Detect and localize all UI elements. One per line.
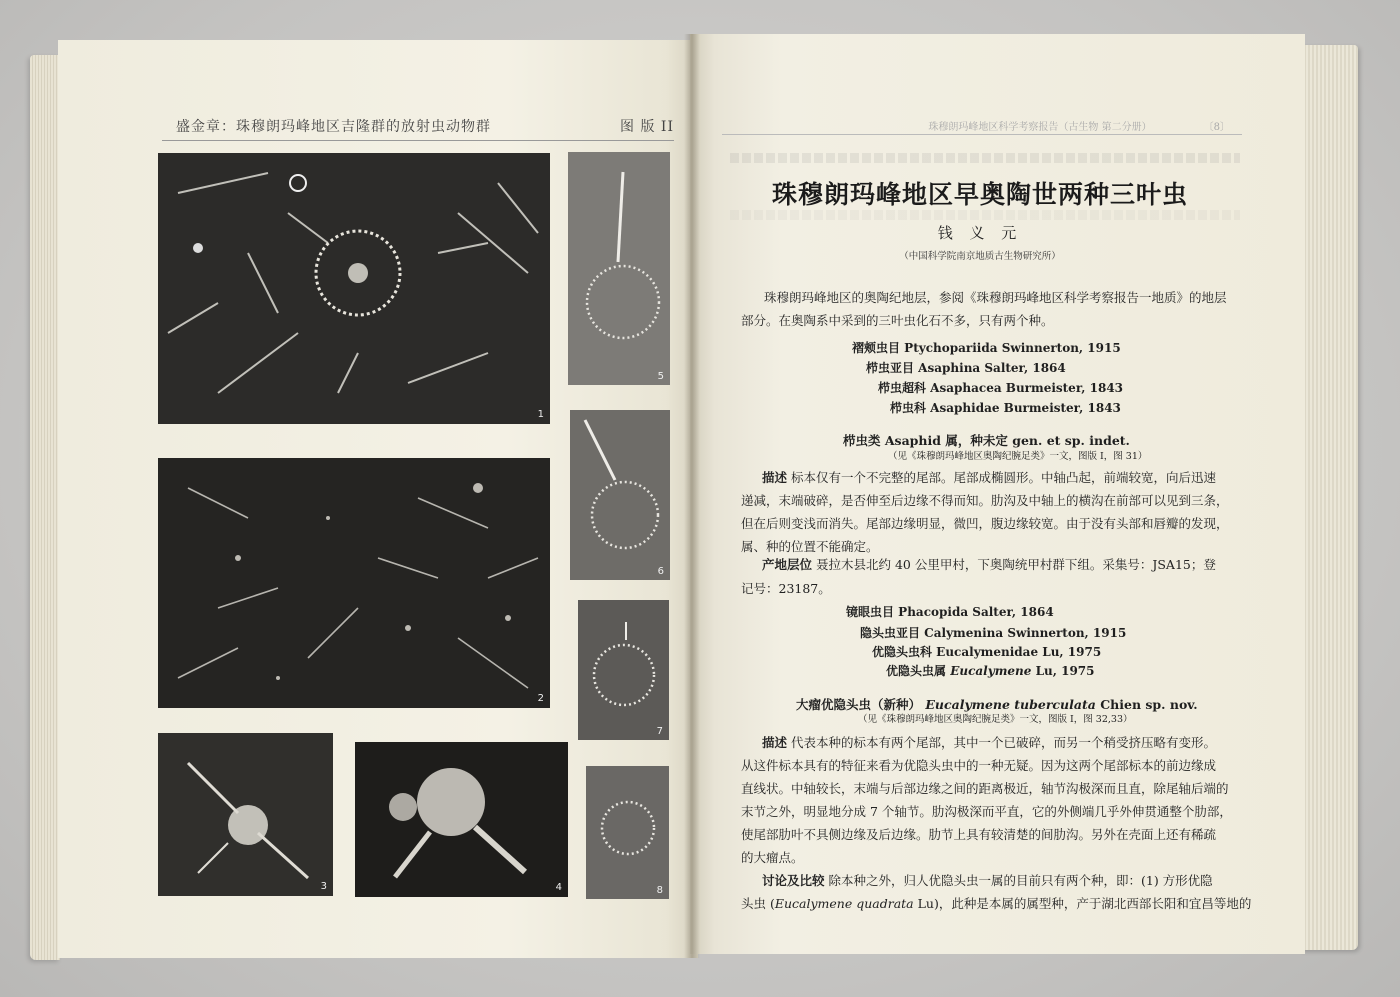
locality-line-2: 记号：23187。 — [741, 581, 831, 596]
header-rule-right — [722, 134, 1242, 135]
description-2-line-5: 使尾部肋叶不具侧边缘及后边缘。肋节上具有较清楚的间肋沟。另外在壳面上还有稀疏 — [741, 827, 1217, 842]
intro-line-2: 部分。在奥陶系中采到的三叶虫化石不多，只有两个种。 — [741, 313, 1054, 328]
taxon-suborder-2: 隐头虫亚目 Calymenina Swinnerton, 1915 — [860, 626, 1127, 640]
taxon-family-2: 优隐头虫科 Eucalymenidae Lu, 1975 — [872, 645, 1102, 659]
discussion-line-1: 讨论及比较 除本种之外，归人优隐头虫一属的目前只有两个种，即：(1) 方形优隐 — [762, 873, 1213, 888]
plate-photo-6 — [570, 410, 670, 580]
radiolarian-illustration-8 — [586, 766, 669, 899]
description-1-line-4: 属、种的位置不能确定。 — [741, 539, 879, 554]
article-author: 钱 义 元 — [937, 224, 1023, 242]
show-through-text — [730, 153, 1240, 163]
figure-number-3: 3 — [320, 881, 327, 892]
description-label-2: 描述 — [762, 735, 788, 750]
header-rule — [162, 140, 674, 141]
plate-photo-3 — [158, 733, 333, 896]
plate-label: 图 版 II — [620, 119, 674, 135]
taxon-family-1: 栉虫科 Asaphidae Burmeister, 1843 — [890, 401, 1121, 415]
plate-photo-1 — [158, 153, 550, 424]
figure-number-4: 4 — [555, 882, 562, 893]
species-reference-2: （见《珠穆朗玛峰地区奥陶纪腕足类》一文，图版 I，图 32,33） — [858, 714, 1133, 725]
locality-line-1: 产地层位 聂拉木县北约 40 公里甲村，下奥陶统甲村群下组。采集号：JSA15；登 — [762, 557, 1216, 572]
figure-number-7: 7 — [656, 726, 663, 737]
taxon-suborder-1: 栉虫亚目 Asaphina Salter, 1864 — [866, 361, 1066, 375]
book-right-page-edges — [1300, 45, 1358, 950]
description-1-line-1: 描述 标本仅有一个不完整的尾部。尾部成椭圆形。中轴凸起，前端较宽，向后迅速 — [762, 470, 1217, 485]
book-left-page-edges — [30, 55, 60, 960]
species-heading-2: 大瘤优隐头虫（新种） Eucalymene tuberculata Chien sp. nov. — [796, 697, 1198, 712]
taxon-order-1: 褶颊虫目 Ptychopariida Swinnerton, 1915 — [852, 341, 1121, 355]
article-title: 珠穆朗玛峰地区早奥陶世两种三叶虫 — [771, 180, 1188, 209]
radiolarian-illustration-1 — [158, 153, 550, 424]
running-header-author: 盛金章：珠穆朗玛峰地区吉隆群的放射虫动物群 — [176, 119, 491, 135]
book-gutter — [684, 34, 700, 958]
figure-number-6: 6 — [657, 566, 664, 577]
radiolarian-illustration-6 — [570, 410, 670, 580]
plate-photo-8 — [586, 766, 669, 899]
running-header-title: 珠穆朗玛峰地区科学考察报告（古生物 第二分册） — [928, 122, 1152, 133]
description-2-line-4: 末节之外，明显地分成 7 个轴节。肋沟极深而平直，它的外侧端几乎外伸贯通整个肋部， — [741, 804, 1232, 819]
species-reference-1: （见《珠穆朗玛峰地区奥陶纪腕足类》一文，图版 I，图 31） — [888, 451, 1148, 462]
description-2-line-3: 直线状。中轴较长，末端与后部边缘之间的距离极近，轴节沟极深而且直，除尾轴后端的 — [741, 781, 1229, 796]
genus-name-italic: Eucalymene — [950, 664, 1032, 678]
page-number: 〔8〕 — [1203, 122, 1230, 133]
description-1-line-2: 递减，末端破碎，是否伸至后边缘不得而知。肋沟及中轴上的横沟在前部可以见到三条， — [741, 493, 1229, 508]
description-2-line-2: 从这件标本具有的特征来看为优隐头虫中的一种无疑。因为这两个尾部标本的前边缘成 — [741, 758, 1217, 773]
plate-photo-2 — [158, 458, 550, 708]
taxon-order-2: 镜眼虫目 Phacopida Salter, 1864 — [846, 605, 1054, 619]
radiolarian-illustration-5 — [568, 152, 670, 385]
left-page-header — [176, 116, 688, 138]
description-1-line-3: 但在后则变浅而消失。尾部边缘明显，微凹，腹边缘较宽。由于没有头部和唇瓣的发现， — [741, 516, 1229, 531]
figure-number-2: 2 — [537, 693, 544, 704]
plate-photo-5 — [568, 152, 670, 385]
species-heading-1: 栉虫类 Asaphid 属，种未定 gen. et sp. indet. — [843, 433, 1130, 448]
radiolarian-illustration-2 — [158, 458, 550, 708]
radiolarian-illustration-4 — [355, 742, 568, 897]
figure-number-5: 5 — [657, 371, 664, 382]
taxon-superfamily-1: 栉虫超科 Asaphacea Burmeister, 1843 — [878, 381, 1124, 395]
description-2-line-1: 描述 代表本种的标本有两个尾部，其中一个已破碎，而另一个稍受挤压略有变形。 — [762, 735, 1217, 750]
figure-number-1: 1 — [537, 409, 544, 420]
discussion-line-2: 头虫 (Eucalymene quadrata Lu)，此种是本属的属型种，产于湖北西部长阳和宜昌等地的 — [741, 896, 1252, 911]
figure-number-8: 8 — [656, 885, 663, 896]
plate-photo-7 — [578, 600, 669, 740]
right-page-header — [850, 118, 1230, 134]
discussion-label: 讨论及比较 — [762, 873, 825, 888]
locality-label: 产地层位 — [762, 557, 813, 572]
plate-photo-4 — [355, 742, 568, 897]
description-2-line-6: 的大瘤点。 — [741, 850, 804, 865]
author-affiliation: （中国科学院南京地质古生物研究所） — [899, 251, 1061, 262]
radiolarian-illustration-3 — [158, 733, 333, 896]
show-through-text — [730, 210, 1240, 220]
species-name-italic: Eucalymene tuberculata — [925, 697, 1096, 712]
radiolarian-illustration-7 — [578, 600, 669, 740]
intro-line-1: 珠穆朗玛峰地区的奥陶纪地层，参阅《珠穆朗玛峰地区科学考察报告一地质》的地层 — [764, 290, 1227, 305]
taxon-genus-2: 优隐头虫属 Eucalymene Lu, 1975 — [886, 664, 1095, 678]
description-label-1: 描述 — [762, 470, 788, 485]
species-name-quadrata: Eucalymene quadrata — [774, 896, 914, 911]
